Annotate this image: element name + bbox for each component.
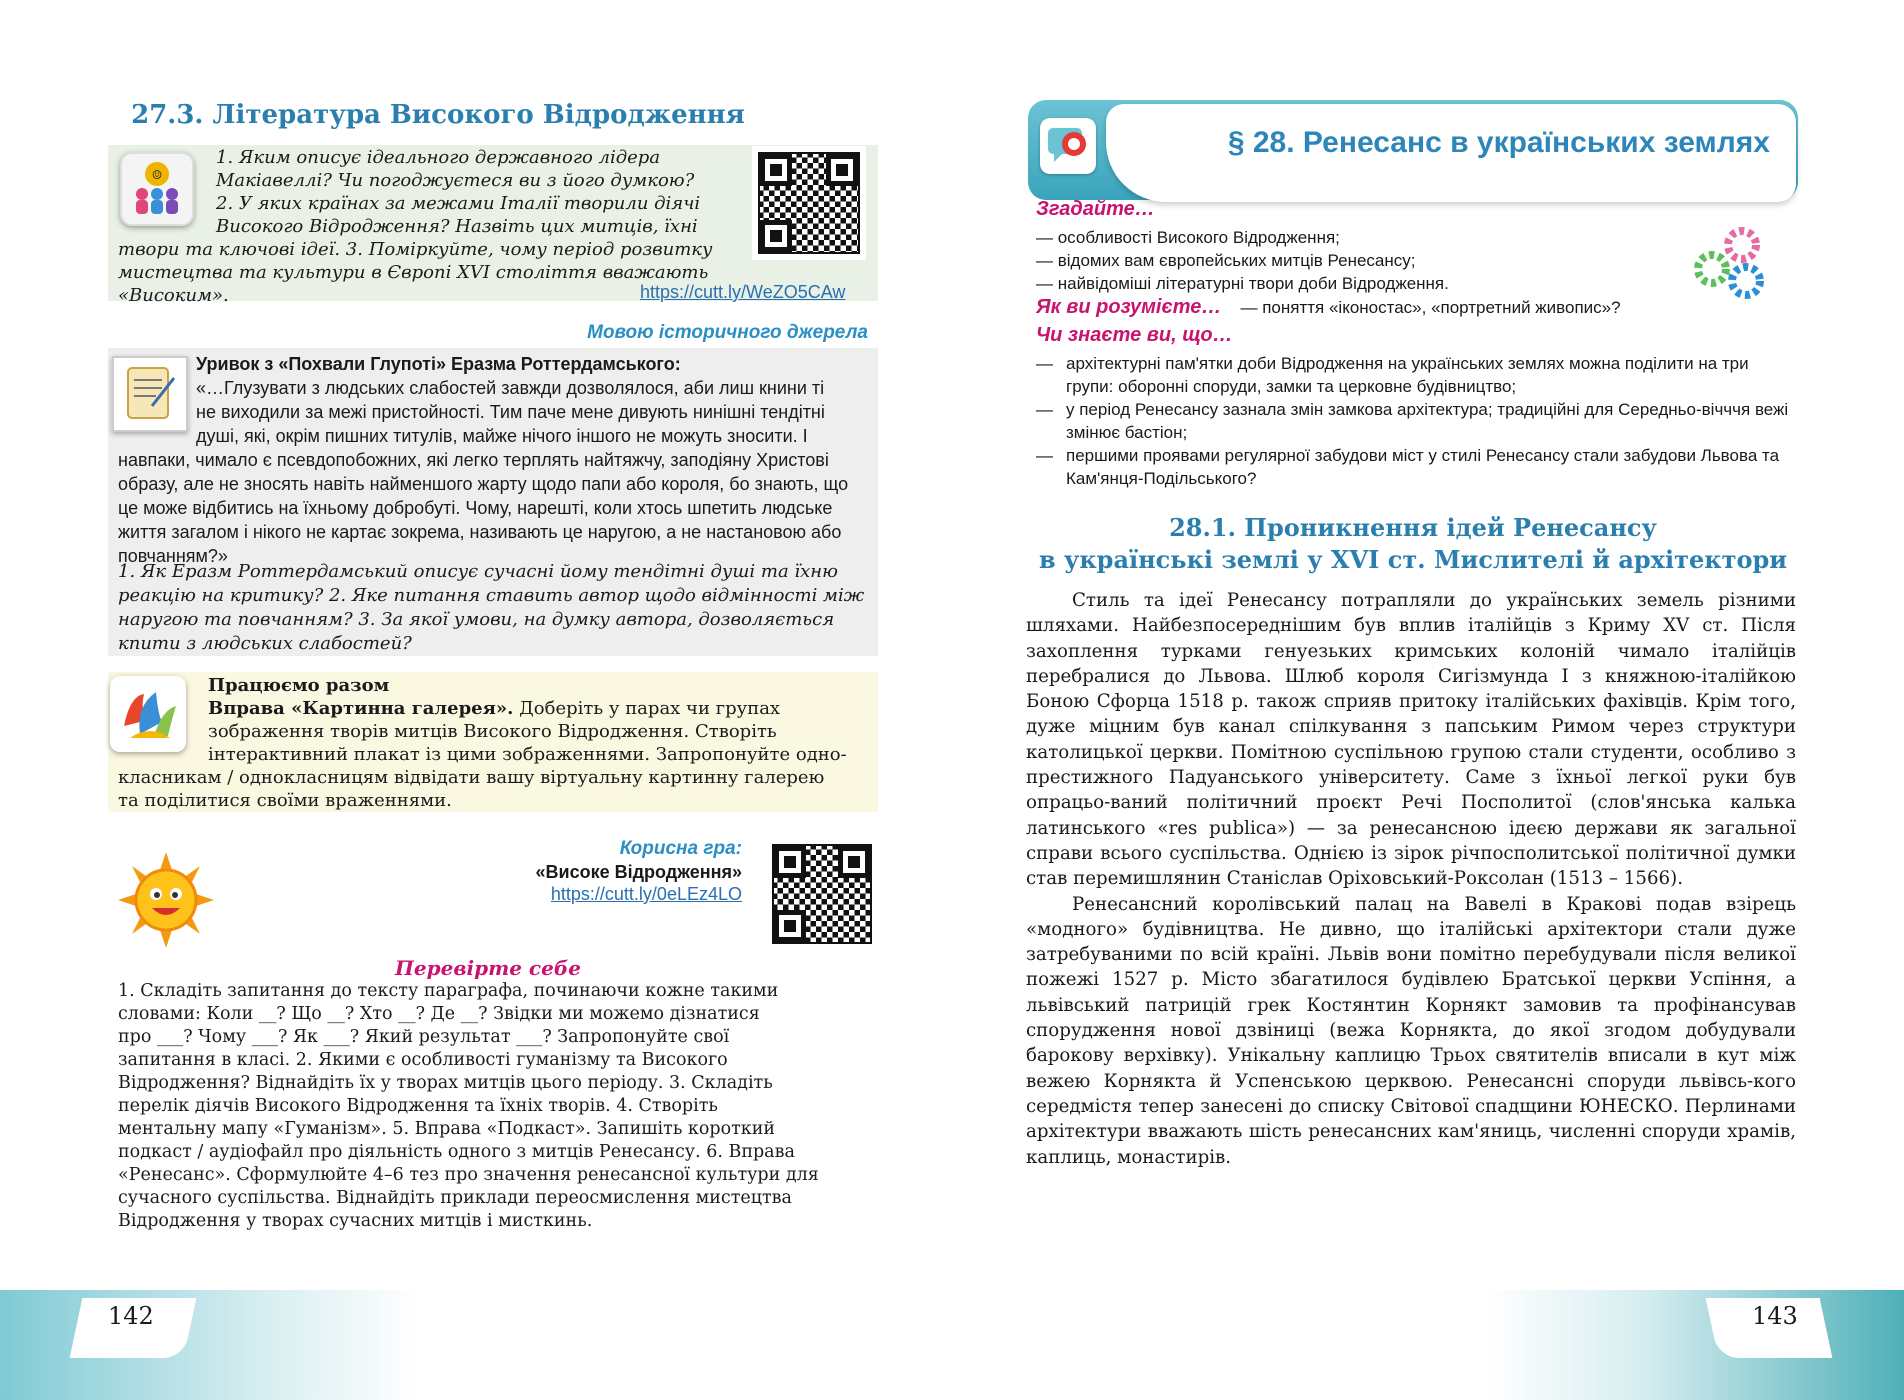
remember-item: — найвідоміші літературні твори доби Відродження. <box>1036 274 1449 293</box>
page-number-left: 142 <box>108 1302 154 1330</box>
question-line: 1. Яким описує ідеального державного лідера <box>216 147 661 168</box>
work-line: класникам / однокласницям відвідати вашу віртуальну картинну галерею <box>118 767 825 788</box>
remember-heading: Згадайте… <box>1036 198 1155 220</box>
check-line: перелік діячів Високого Відродження та їхніх творів. 4. Створіть <box>118 1096 718 1116</box>
work-together-text <box>118 674 870 812</box>
check-line: запитання в класі. 2. Якими є особливості гуманізму та Високого <box>118 1050 728 1070</box>
know-list <box>1036 352 1796 490</box>
exercise-label: Вправа «Картинна галерея». <box>208 698 514 719</box>
check-line: «Ренесанс». Сформулюйте 4–6 тез про значення ренесансної культури для <box>118 1165 819 1185</box>
quote-line: повчанням?» <box>118 546 228 566</box>
work-heading: Працюємо разом <box>208 675 390 696</box>
check-line: ментальну мапу «Гуманізм». 5. Вправа «Подкаст». Запишіть короткий <box>118 1119 776 1139</box>
check-yourself-text <box>118 980 862 1233</box>
quote-line: образу, але не зносять навіть найменшого жарту щодо папи або короля, бо знають, що <box>118 474 849 494</box>
subsection-title-line: 28.1. Проникнення ідей Ренесансу <box>1169 513 1657 542</box>
gears-icon <box>1690 225 1770 305</box>
source-title: Уривок з «Похвали Глупоті» Еразма Роттердамського: <box>196 354 681 374</box>
page-number-right: 143 <box>1752 1302 1798 1330</box>
sun-mascot-icon <box>118 852 214 948</box>
understand-row <box>1036 296 1796 319</box>
check-line: словами: Коли __? Що __? Хто __? Де __? Звідки ми можемо дізнатися <box>118 1004 760 1024</box>
check-line: подкаст / аудіофайл про діяльність одного з митців Ренесансу. 6. Вправа <box>118 1142 795 1162</box>
check-line: про ___? Чому ___? Як ___? Який результат ___? Запропонуйте свої <box>118 1027 730 1047</box>
question-line: Макіавеллі? Чи погоджуєтеся ви з його думкою? <box>216 170 695 191</box>
understand-text: — поняття «іконостас», «портретний живопис»? <box>1240 298 1621 317</box>
know-item: — першими проявами регулярної забудови міст у стилі Ренесансу стали забудови Львова та Кам'янця-Подільського? <box>1036 446 1780 488</box>
remember-item: — відомих вам європейських митців Ренесансу; <box>1036 251 1416 270</box>
source-question-line: 1. Як Еразм Роттердамський описує сучасні йому тендітні душі та їхню <box>118 561 839 582</box>
source-quote <box>118 352 870 568</box>
check-yourself-heading: Перевірте себе <box>395 956 581 980</box>
question-line: «Високим». <box>118 285 229 306</box>
game-label: Корисна гра: <box>619 838 742 859</box>
qr-code-icon[interactable] <box>766 838 878 950</box>
check-line: Відродження? Віднайдіть їх у творах митців цього періоду. 3. Складіть <box>118 1073 773 1093</box>
know-item: — архітектурні пам'ятки доби Відродження на українських землях можна поділити на три групи: оборонні споруди, замки та церковне будівництво; <box>1036 354 1749 396</box>
quote-line: «…Глузувати з людських слабостей завжди дозволялося, аби лиш книни ті <box>196 378 825 398</box>
main-text <box>1026 588 1796 1170</box>
footer-band <box>0 1290 1904 1400</box>
know-item: — у період Ренесансу зазнала змін замкова архітектура; традиційні для Середньо-вічччя вежі змінює бастіон; <box>1036 400 1789 442</box>
questions-link[interactable]: https://cutt.ly/WeZO5CAw <box>640 282 846 302</box>
quote-line: душі, які, окрім пишних титулів, майже нічого іншого не можуть зносити. І <box>196 426 808 446</box>
quote-line: не виходили за межі пристойності. Тим паче мене дивують нинішні тендітні <box>196 402 825 422</box>
quote-line: навпаки, чимало є псевдопобожних, які легко терплять найтяжчу, заподіяну Христові <box>118 450 829 470</box>
game-name: «Високе Відродження» <box>535 862 742 882</box>
question-line: твори та ключові ідеї. 3. Поміркуйте, чому період розвитку <box>118 239 713 260</box>
body-paragraph: Ренесансний королівський палац на Вавелі в Кракові подав взірець «модного» будівництва. Не дивно, що італійські архітектори стали дуже затребуваними по всій країні. Львів вони помітно перебудували після великої пожежі 1527 р. Місто збагатилося будівлею Братської церкви Успіння, а львівський патрицій грек Костянтин Корнякт замовив та профінансував спорудження нової дзвіниці (вежа Корнякта, до якої згодом добудували барокову верхівку). Унікальну каплицю Трьох святителів вписали в кут між вежею Корнякта й Успенською церквою. Ренесансні споруди львівсь-кого середмістя тепер занесені до списку Світової спадщини ЮНЕСКО. Перлинами архітектури вважають шість ренесансних кам'яниць, численні споруди храмів, каплиць, монастирів. <box>1026 893 1796 1168</box>
paragraph-title: § 28. Ренесанс в українських землях <box>1227 126 1770 159</box>
remember-item: — особливості Високого Відродження; <box>1036 228 1340 247</box>
subsection-title-line: в українські землі у XVI ст. Мислителі й архітектори <box>1038 545 1788 574</box>
body-paragraph: Стиль та ідеї Ренесансу потрапляли до українських земель різними шляхами. Найбезпосереднішим був вплив італійців з Криму XV ст. Після захоплення турками генуезьких кримських колоній чимало італійців перебралися до Львова. Шлюб короля Сигізмунда I з княжною-італійкою Боною Сфорца 1518 р. також сприяв притоку італійських фахівців. Крім того, дуже міцним був канал спілкування з папським Римом через структури католицької церкви. Помітною суспільною групою стали студенти, особливо з престижного Падуанського університету. Саме з їхньої легкої руки був опрацьо-ваний політичний проєкт Речі Посполитої (слов'янська калька латинського «res publica») — за ренесансною ідеєю держави як загальної справи всього суспільства. Однією із зірок річпосполитської політичної думки став перемишлянин Станіслав Оріховський-Роксолан (1513 – 1566). <box>1026 590 1796 890</box>
understand-heading: Як ви розумієте… <box>1036 296 1222 318</box>
qr-code-icon[interactable] <box>752 146 866 260</box>
speech-icon <box>1040 118 1096 174</box>
check-line: сучасного суспільства. Віднайдіть приклади переосмислення мистецтва <box>118 1188 792 1208</box>
subsection-title <box>1028 512 1798 576</box>
review-questions <box>118 146 724 307</box>
work-line: зображення творів митців Високого Відродження. Створіть <box>208 721 777 742</box>
source-heading: Мовою історичного джерела <box>587 322 868 343</box>
source-question-line: кпити з людських слабостей? <box>118 633 412 654</box>
remember-list <box>1036 226 1796 295</box>
check-line: 1. Складіть запитання до тексту параграфа, починаючи кожне такими <box>118 981 779 1001</box>
source-question-line: наругою та повчанням? 3. За якої умови, на думку автора, дозволяється <box>118 609 835 630</box>
question-line: мистецтва та культури в Європі XVI століття вважають <box>118 262 709 283</box>
quote-line: це може відбитись на їхньому добробуті. Чому, нарешті, коли хтось шпетить людське <box>118 498 833 518</box>
question-line: Високого Відродження? Назвіть цих митців, їхні <box>216 216 698 237</box>
work-line: Доберіть у парах чи групах <box>519 698 781 719</box>
check-line: Відродження у творах сучасних митців і мисткинь. <box>118 1211 593 1231</box>
svg-text:☺: ☺ <box>151 168 163 182</box>
work-line: та поділитися своїми враженнями. <box>118 790 452 811</box>
know-heading: Чи знаєте ви, що… <box>1036 324 1233 346</box>
section-title-27-3: 27.3. Література Високого Відродження <box>131 100 745 130</box>
source-question-line: реакцію на критику? 2. Яке питання ставить автор щодо відмінності між <box>118 585 865 606</box>
quote-line: життя загалом і нікого не картає зокрема, називають це наругою, а не настановою або <box>118 522 842 542</box>
game-link[interactable]: https://cutt.ly/0eLEz4LO <box>550 884 742 904</box>
work-line: інтерактивний плакат із цими зображеннями. Запропонуйте одно- <box>208 744 847 765</box>
question-line: 2. У яких країнах за межами Італії творили діячі <box>216 193 701 214</box>
source-questions <box>118 560 870 656</box>
